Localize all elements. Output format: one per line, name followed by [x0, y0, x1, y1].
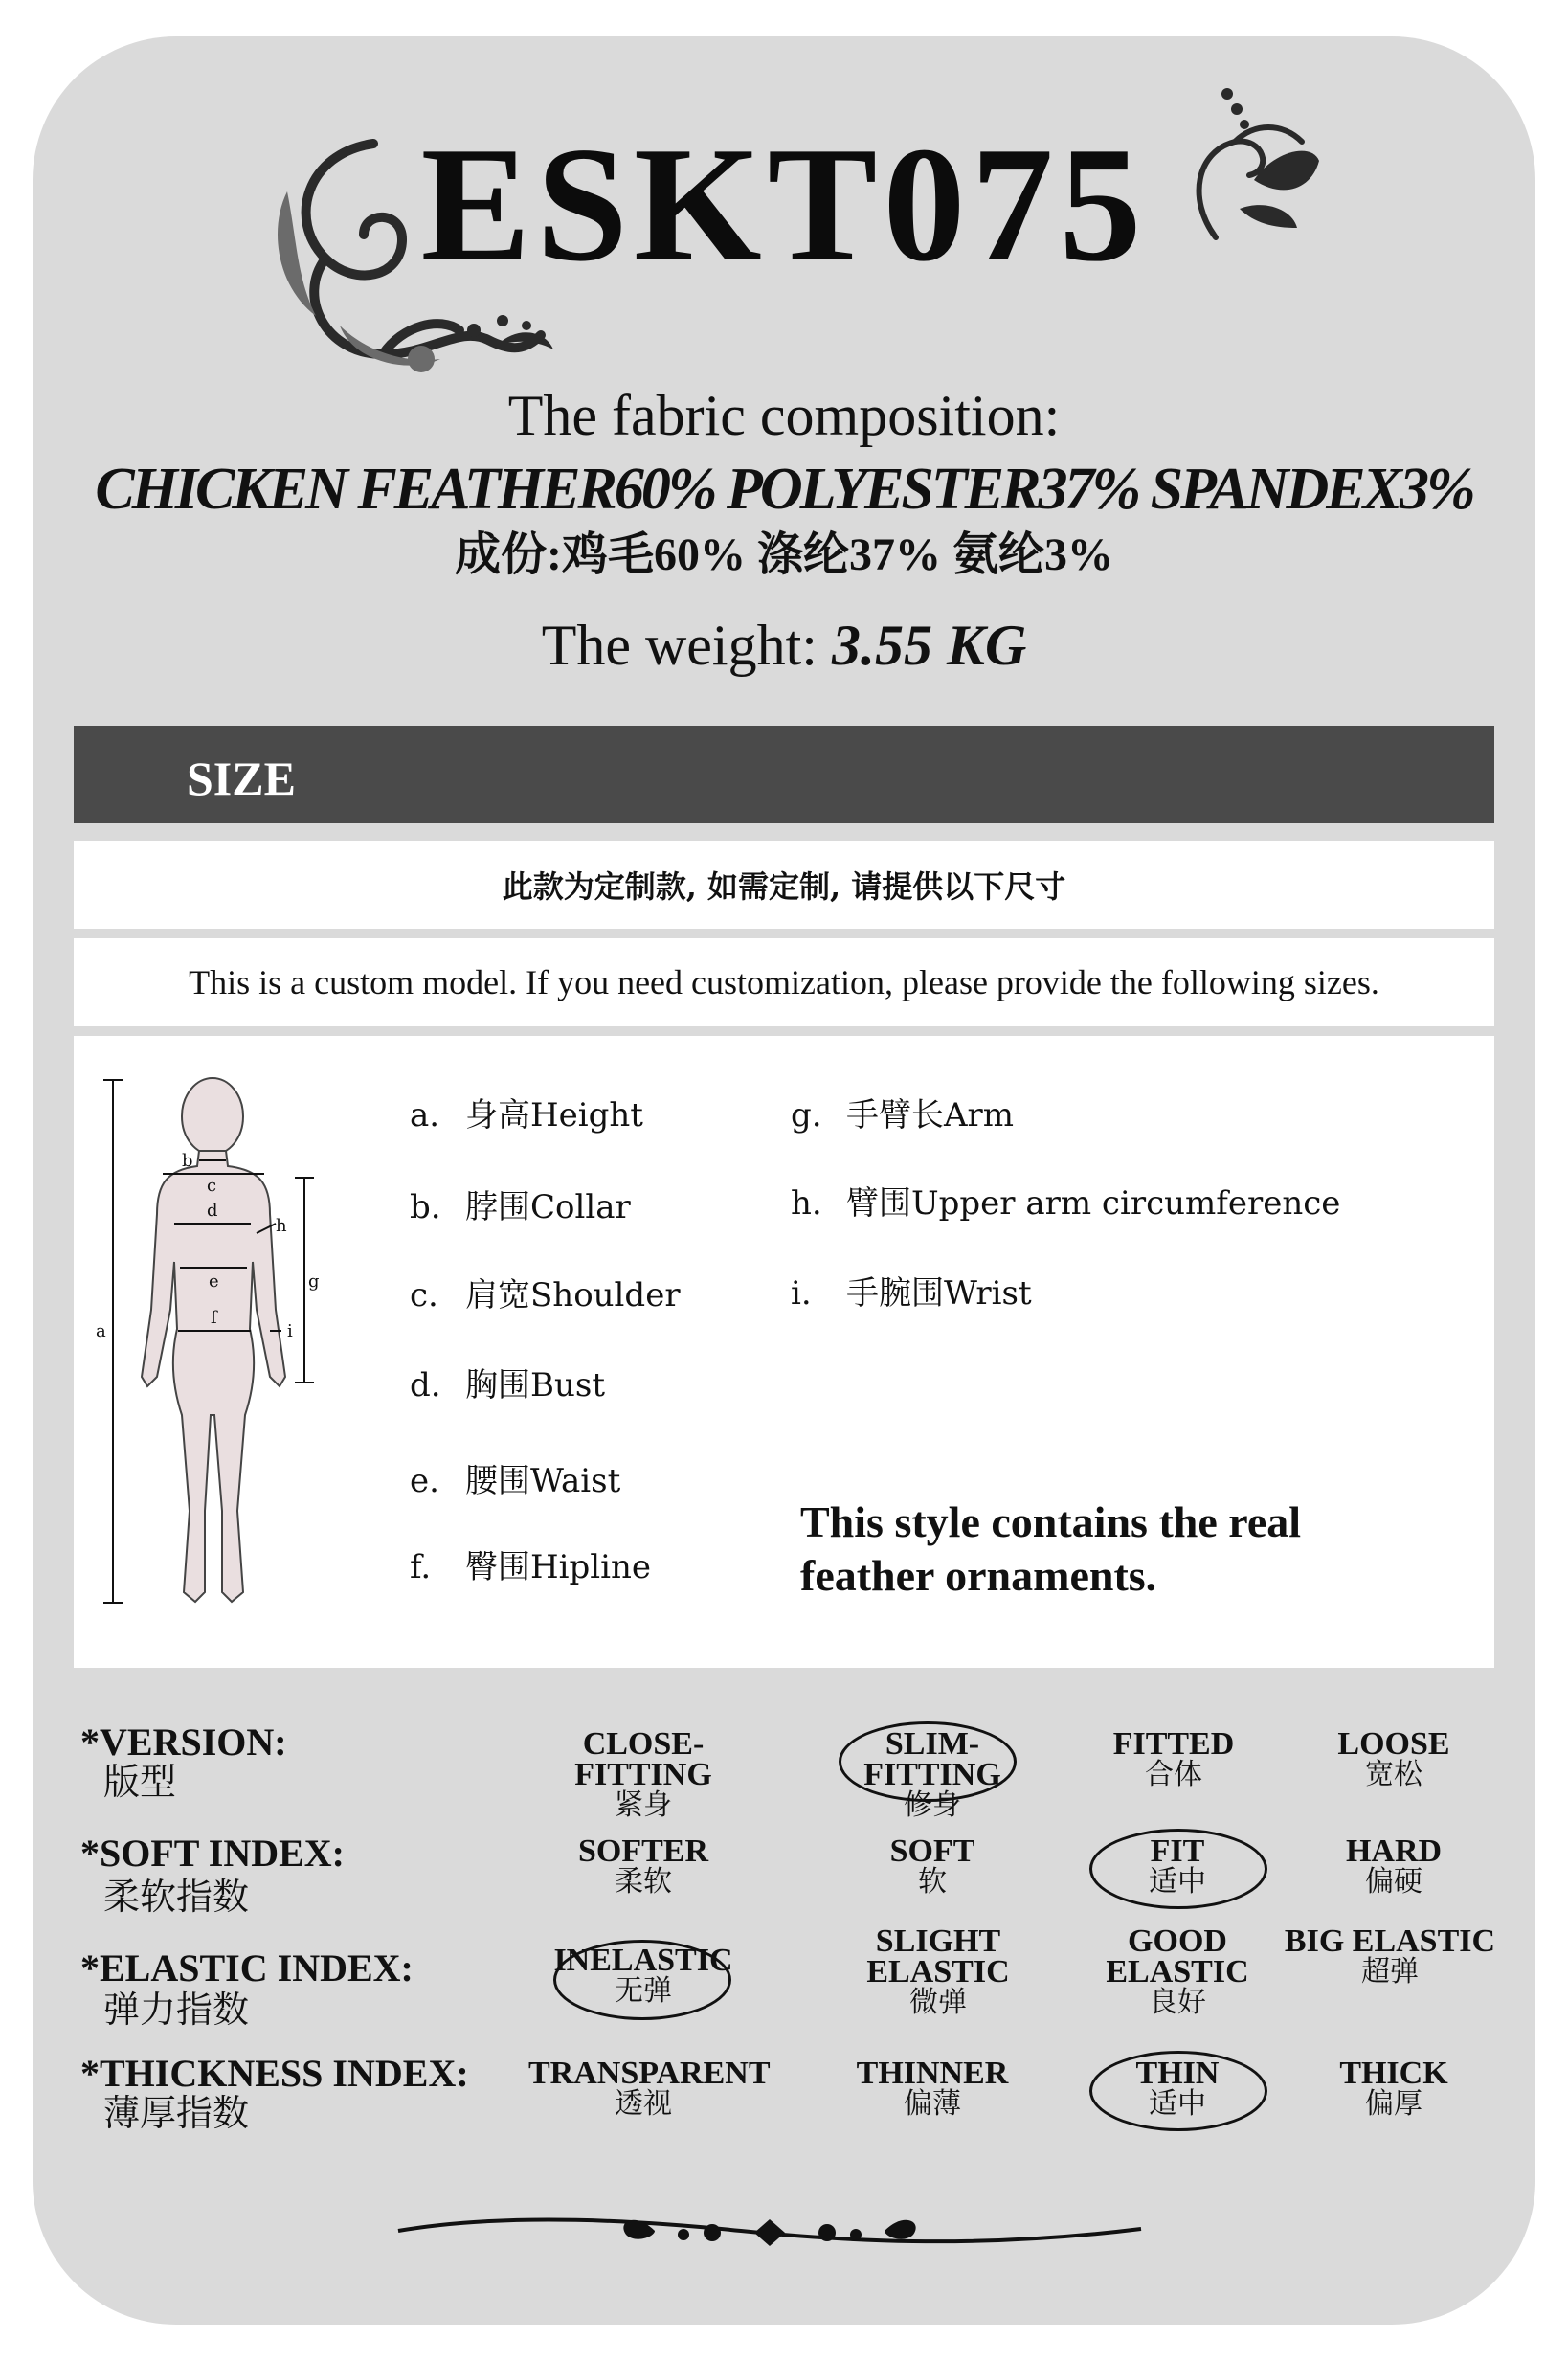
measurement-item: d. 胸围Bust: [410, 1366, 605, 1405]
weight-label: The weight:: [541, 614, 818, 677]
elastic-index-title: *ELASTIC INDEX:: [80, 1946, 414, 1990]
soft-option-selected: FIT 适中: [1149, 1833, 1206, 1899]
version-subtitle: 版型: [103, 1761, 177, 1803]
measurement-item: e. 腰围Waist: [410, 1462, 621, 1500]
measurement-item: h. 臂围Upper arm circumference: [791, 1184, 1341, 1223]
figure-label-d: d: [207, 1201, 218, 1221]
soft-option: SOFT 软: [889, 1833, 975, 1899]
version-option: LOOSE 宽松: [1337, 1726, 1450, 1791]
thickness-option: TRANSPARENT 透视: [528, 2056, 771, 2121]
version-option-selected: SLIM-FITTING 修身: [863, 1726, 1001, 1822]
fabric-composition-cn: 成份:鸡毛60% 涤纶37% 氨纶3%: [455, 529, 1113, 580]
figure-label-i: i: [287, 1321, 293, 1341]
fabric-heading: The fabric composition:: [507, 384, 1061, 447]
measurement-item: g. 手臂长Arm: [791, 1096, 1015, 1135]
version-option: CLOSE-FITTING 紧身: [574, 1726, 712, 1822]
version-option: FITTED 合体: [1112, 1726, 1235, 1791]
weight-line: [0, 614, 1568, 677]
elastic-option: BIG ELASTIC 超弹: [1284, 1923, 1496, 1989]
selection-ring: [839, 1721, 1017, 1802]
figure-label-g: g: [308, 1271, 320, 1292]
measurement-item: c. 肩宽Shoulder: [410, 1276, 681, 1315]
elastic-option: SLIGHT ELASTIC 微弹: [866, 1923, 1010, 2019]
measurement-item: b. 脖围Collar: [410, 1188, 631, 1226]
thickness-option: THINNER 偏薄: [856, 2056, 1009, 2121]
soft-option: SOFTER 柔软: [577, 1833, 709, 1899]
soft-index-subtitle: 柔软指数: [103, 1876, 250, 1918]
thickness-option-selected: THIN 适中: [1135, 2056, 1220, 2121]
custom-note-en: This is a custom model. If you need customization, please provide the following sizes.: [74, 938, 1494, 1026]
figure-label-c: c: [207, 1176, 217, 1196]
selection-ring: [1089, 1829, 1267, 1909]
fabric-composition-en: CHICKEN FEATHER60% POLYESTER37% SPANDEX3%: [95, 457, 1473, 522]
figure-label-b: b: [182, 1151, 193, 1171]
selection-ring: [1089, 2051, 1267, 2131]
custom-note-cn: 此款为定制款, 如需定制, 请提供以下尺寸: [74, 841, 1494, 929]
weight-value: 3.55 KG: [831, 614, 1027, 677]
product-code-title: ESKT075: [420, 114, 1148, 296]
thickness-option: THICK 偏厚: [1339, 2056, 1448, 2121]
body-measurement-figure: [92, 1070, 341, 1626]
elastic-index-subtitle: 弹力指数: [103, 1989, 250, 2031]
elastic-option-selected: INELASTIC 无弹: [553, 1943, 733, 2008]
thickness-index-subtitle: 薄厚指数: [103, 2092, 250, 2134]
selection-ring: [553, 1940, 731, 2020]
measurement-item: f. 臀围Hipline: [410, 1548, 652, 1586]
figure-label-h: h: [276, 1216, 287, 1236]
divider-ornament: [396, 2202, 1143, 2260]
figure-label-f: f: [211, 1308, 217, 1328]
thickness-index-title: *THICKNESS INDEX:: [80, 2052, 469, 2095]
feather-note: This style contains the real feather ornaments.: [800, 1497, 1302, 1600]
figure-label-a: a: [96, 1321, 106, 1341]
soft-index-title: *SOFT INDEX:: [80, 1832, 345, 1875]
elastic-option: GOOD ELASTIC 良好: [1106, 1923, 1249, 2019]
measurement-item: i. 手腕围Wrist: [791, 1274, 1032, 1313]
soft-option: HARD 偏硬: [1345, 1833, 1443, 1899]
figure-label-e: e: [209, 1271, 219, 1292]
size-header-bar: [74, 726, 1494, 823]
size-heading: SIZE: [187, 752, 296, 805]
measurement-item: a. 身高Height: [410, 1096, 643, 1135]
version-title: *VERSION:: [80, 1720, 287, 1764]
